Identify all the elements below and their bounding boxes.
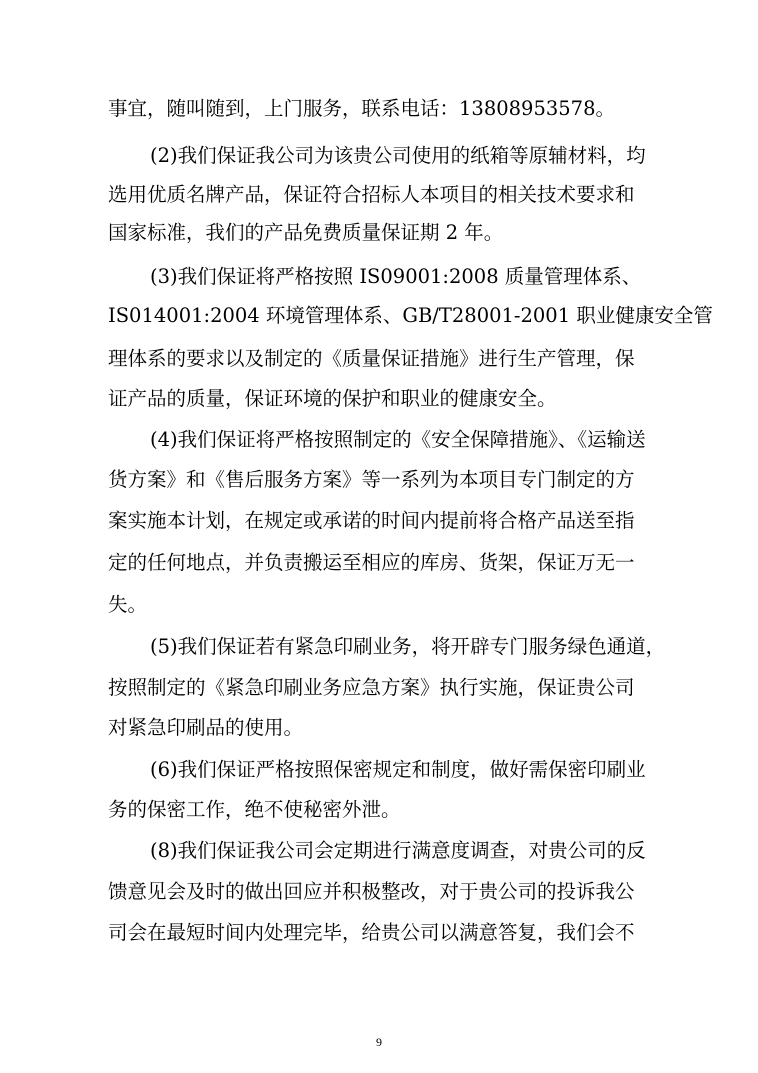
text-line: 失。 (108, 593, 148, 616)
text-line: (2)我们保证我公司为该贵公司使用的纸箱等原辅材料，均 (150, 144, 646, 167)
text-line: 理体系的要求以及制定的《质量保证措施》进行生产管理，保 (108, 347, 635, 370)
text-line: 证产品的质量，保证环境的保护和职业的健康安全。 (108, 387, 557, 410)
text-line: (4)我们保证将严格按照制定的《安全保障措施》、《运输送 (150, 428, 646, 451)
text-line: 事宜，随叫随到，上门服务，联系电话：13808953578。 (108, 97, 615, 120)
text-line: IS014001:2004 环境管理体系、GB/T28001-2001 职业健康安全管 (108, 304, 713, 327)
text-line: 定的任何地点，并负责搬运至相应的库房、货架，保证万无一 (108, 551, 635, 574)
text-line: (5)我们保证若有紧急印刷业务，将开辟专门服务绿色通道， (150, 635, 666, 658)
text-line: (6)我们保证严格按照保密规定和制度，做好需保密印刷业 (150, 758, 646, 781)
text-line: 对紧急印刷品的使用。 (108, 716, 304, 739)
text-line: 按照制定的《紧急印刷业务应急方案》执行实施，保证贵公司 (108, 676, 635, 699)
text-line: (3)我们保证将严格按照 IS09001:2008 质量管理体系、 (150, 265, 642, 288)
text-line: 务的保密工作，绝不使秘密外泄。 (108, 798, 401, 821)
page-number: 9 (376, 1035, 382, 1049)
text-line: 选用优质名牌产品，保证符合招标人本项目的相关技术要求和 (108, 183, 635, 206)
text-line: 司会在最短时间内处理完毕，给贵公司以满意答复，我们会不 (108, 921, 635, 944)
text-line: (8)我们保证我公司会定期进行满意度调查，对贵公司的反 (150, 839, 646, 862)
text-line: 货方案》和《售后服务方案》等一系列为本项目专门制定的方 (108, 468, 635, 491)
text-line: 馈意见会及时的做出回应并积极整改，对于贵公司的投诉我公 (108, 880, 635, 903)
text-line: 案实施本计划，在规定或承诺的时间内提前将合格产品送至指 (108, 509, 635, 532)
text-line: 国家标准，我们的产品免费质量保证期 2 年。 (108, 221, 504, 244)
